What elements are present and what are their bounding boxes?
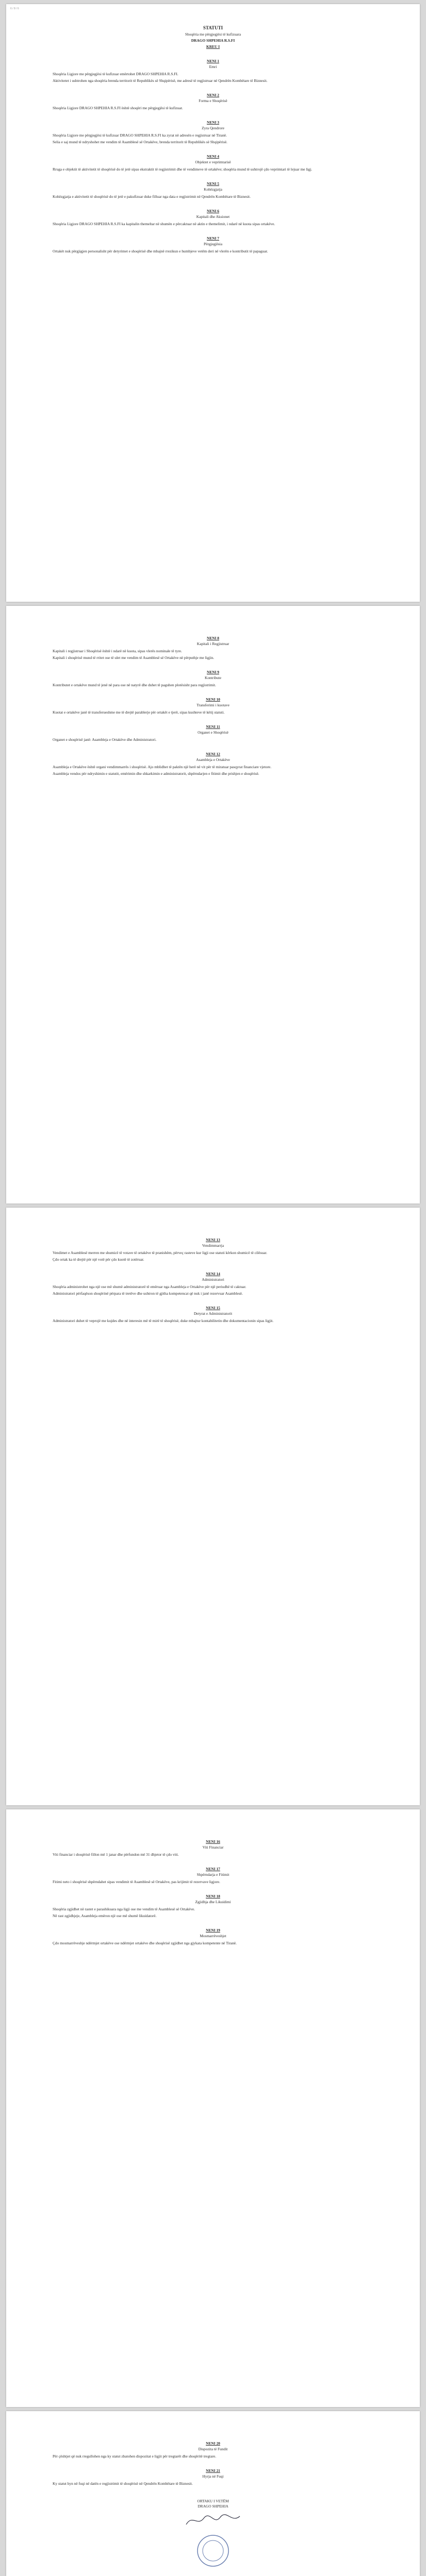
article-paragraph: Viti financiar i shoqërisë fillon më 1 janar dhe përfundon më 31 dhjetor të çdo viti.: [53, 1852, 179, 1857]
article-paragraph: Rruga e objektit të aktivitetit të shoqërisë do të jetë sipas ekstraktit të regjistrimit dhe të vendimeve të ortakëve; shoqëria mund të ushtrojë çdo veprimtari të lejuar me ligj.: [53, 166, 313, 172]
signature-name: DRAGO SHPEHIA: [198, 2503, 228, 2509]
article-block: [53, 1306, 373, 1324]
article-title: Detyrat e Administratorit: [193, 1311, 233, 1316]
article-title: Mosmarrëveshjet: [200, 1933, 226, 1938]
article-block: [53, 1928, 373, 1946]
article-paragraph: Vendimet e Asamblesë merren me shumicë të votave të ortakëve të pranishëm, përveç rasteve kur ligji ose statuti kërkon shumicë të cilësuar.: [53, 1250, 267, 1255]
article-paragraph: Aktivitetet i ushtrohen nga shoqëria brenda territorit të Republikës së Shqipërisë, me adresë të regjistruar në Qendrën Kombëtare të Biznesit.: [53, 78, 268, 83]
article-title: Hyrja në Fuqi: [202, 2473, 224, 2479]
article-paragraph: Shoqëria Ligjore me përgjegjësi të kufizuar emërtohet DRAGO SHPEHIA R.S.FI.: [53, 72, 178, 77]
article-title: Shpërndarja e Fitimit: [196, 1872, 230, 1877]
article-number: NENI 10: [206, 697, 220, 702]
document-page-5: [6, 2411, 420, 2576]
article-number: NENI 9: [206, 669, 220, 674]
article-paragraph: Shoqëria Ligjore me përgjegjësi të kufizuar DRAGO SHPEHIA R.S.FI ka zyrat në adresën e regjistruar në Tiranë.: [53, 132, 227, 138]
article-number: NENI 19: [206, 1927, 220, 1933]
chapter-heading: KREU I: [206, 44, 220, 49]
article-number: NENI 1: [206, 59, 220, 64]
article-paragraph: Kapitali i shoqërisë mund të rritet ose të ulet me vendim të Asamblesë së Ortakëve në përputhje me ligjin.: [53, 655, 214, 660]
article-title: Vendimmarrja: [202, 1243, 224, 1248]
article-number: NENI 20: [206, 2441, 220, 2446]
page-corner-mark: 6 / 8 / 6: [10, 7, 19, 10]
article-block: [53, 93, 373, 111]
article-block: [53, 236, 373, 254]
article-number: NENI 6: [206, 208, 220, 213]
article-number: NENI 11: [206, 724, 220, 729]
company-stamp: [195, 2533, 231, 2569]
article-title: Zgjidhja dhe Likuidimi: [195, 1899, 231, 1904]
article-block: [53, 1238, 373, 1262]
article-title: Asambleja e Ortakëve: [196, 757, 230, 762]
article-number: NENI 5: [206, 181, 220, 186]
article-title: Përgjegjësia: [204, 241, 222, 246]
article-number: NENI 2: [206, 93, 220, 98]
article-paragraph: Selia e saj mund të ndryshohet me vendim të Asamblesë së Ortakëve, brenda territorit të Republikës së Shqipërisë.: [53, 139, 227, 144]
article-title: Dispozita të Fundit: [198, 2446, 228, 2451]
article-block: [53, 209, 373, 227]
article-block: [53, 2468, 373, 2486]
signature-block: [53, 2499, 373, 2569]
document-page-2: [6, 606, 420, 1204]
article-number: NENI 7: [206, 235, 220, 241]
article-block: [53, 697, 373, 715]
article-number: NENI 13: [206, 1238, 220, 1242]
article-title: Kontribute: [204, 675, 222, 680]
article-block: [53, 752, 373, 776]
article-number: NENI 16: [206, 1839, 220, 1844]
article-block: [53, 1272, 373, 1296]
article-paragraph: Shoqëria zgjidhet në rastet e parashikuara nga ligji ose me vendim të Asamblesë së Ortakëve.: [53, 1906, 195, 1911]
article-title: Kapitali dhe Aksionet: [196, 214, 230, 219]
article-paragraph: Çdo ortak ka të drejtë për një votë për çdo kuotë të zotëruar.: [53, 1257, 144, 1262]
article-title: Forma e Shoqërisë: [199, 98, 227, 104]
article-title: Kapitali i Regjistruar: [196, 641, 230, 646]
article-title: Viti Financiar: [202, 1844, 224, 1850]
company-name: DRAGO SHPEHIA R.S.FI: [191, 38, 235, 43]
article-paragraph: Asambleja e Ortakëve është organi vendimmarrës i shoqërisë. Ajo mblidhet të paktën një herë në vit për të miratuar pasqyrat financiare vjetore.: [53, 764, 272, 769]
handwritten-signature: [182, 2511, 244, 2530]
article-number: NENI 12: [206, 751, 220, 756]
article-paragraph: Fitimi neto i shoqërisë shpërndahet sipas vendimit të Asamblesë së Ortakëve, pas krijimit të rezervave ligjore.: [53, 1879, 220, 1884]
article-block: [53, 2441, 373, 2459]
signature-label: ORTAKU I VETËM: [197, 2498, 229, 2503]
article-paragraph: Asambleja vendos për ndryshimin e statutit, emërimin dhe shkarkimin e administratorit, shpërndarjen e fitimit dhe prishjen e shoqërisë.: [53, 771, 259, 776]
article-block: [53, 670, 373, 688]
article-number: NENI 8: [206, 636, 220, 640]
article-title: Administratori: [202, 1277, 224, 1282]
article-block: [53, 1867, 373, 1885]
document-subtitle: Shoqëria me përgjegjësi të kufizuara: [185, 32, 241, 37]
article-paragraph: Organet e shoqërisë janë: Asambleja e Ortakëve dhe Administratori.: [53, 737, 157, 742]
article-paragraph: Kohëzgjatja e aktivitetit të shoqërisë do të jetë e pakufizuar duke filluar nga data e regjistrimit në Qendrën Kombëtare të Biznesit.: [53, 194, 251, 199]
document-title: STATUTI: [203, 25, 223, 30]
article-title: Objektet e veprimtarisë: [195, 159, 231, 164]
article-block: [53, 154, 373, 172]
article-paragraph: Administratori përfaqëson shoqërinë përpara të tretëve dhe ushtron të gjitha kompetencat që nuk i janë rezervuar Asamblesë.: [53, 1291, 243, 1296]
article-number: NENI 14: [206, 1271, 220, 1276]
article-block: [53, 59, 373, 83]
article-number: NENI 18: [206, 1893, 220, 1899]
article-title: Organet e Shoqërisë: [198, 730, 228, 735]
article-title: Zyra Qendrore: [202, 125, 224, 130]
article-block: [53, 636, 373, 660]
article-block: [53, 1894, 373, 1919]
article-block: [53, 724, 373, 742]
article-paragraph: Ky statut hyn në fuqi në datën e regjistrimit të shoqërisë në Qendrën Kombëtare të Biznesit.: [53, 2481, 193, 2486]
article-block: [53, 120, 373, 145]
article-paragraph: Kuotat e ortakëve janë të transferueshme me të drejtë parablerje për ortakët e tjerë, sipas kushteve të këtij statuti.: [53, 709, 225, 715]
article-title: Kohëzgjatja: [204, 187, 222, 192]
article-paragraph: Çdo mosmarrëveshje ndërmjet ortakëve ose ndërmjet ortakëve dhe shoqërisë zgjidhet nga gjykata kompetente në Tiranë.: [53, 1940, 237, 1945]
article-paragraph: Në rast zgjidhjeje, Asambleja emëron një ose më shumë likuidatorë.: [53, 1913, 157, 1918]
article-paragraph: Shoqëria administrohet nga një ose më shumë administratorë të emëruar nga Asambleja e Ortakëve për një periudhë të caktuar.: [53, 1284, 247, 1289]
article-number: NENI 21: [206, 2468, 220, 2473]
article-paragraph: Shoqëria Ligjore DRAGO SHPEHIA R.S.FI ka kapitalin themeltar në shumën e përcaktuar në aktin e themelimit, i ndarë në kuota sipas ortakëve.: [53, 221, 275, 226]
article-paragraph: Administratori duhet të veprojë me kujdes dhe në interesin më të mirë të shoqërisë, duke mbajtur kontabilitetin dhe dokumentacionin sipas ligjit.: [53, 1318, 274, 1323]
article-title: Transferimi i kuotave: [196, 702, 230, 707]
document-page-1: [6, 4, 420, 602]
article-number: NENI 3: [206, 120, 220, 125]
article-title: Emri: [209, 64, 217, 70]
article-paragraph: Për çështjet që nuk rregullohen nga ky statut zbatohen dispozitat e ligjit për tregtarët dhe shoqëritë tregtare.: [53, 2453, 217, 2459]
article-paragraph: Ortakët nuk përgjigjen personalisht për detyrimet e shoqërisë dhe mbajnë rrezikun e humbjeve vetëm deri në vlerën e kontributit të papaguar.: [53, 248, 268, 253]
article-block: [53, 1839, 373, 1857]
document-page-3: [6, 1208, 420, 1805]
article-block: [53, 181, 373, 199]
article-number: NENI 4: [206, 154, 220, 159]
article-paragraph: Kontributet e ortakëve mund të jenë në para ose në natyrë dhe duhet të paguhen plotësisht para regjistrimit.: [53, 682, 216, 687]
document-page-4: [6, 1809, 420, 2407]
article-number: NENI 17: [206, 1866, 220, 1871]
article-paragraph: Kapitali i regjistruar i Shoqërisë është i ndarë në kuota, sipas vlerës nominale të tyre.: [53, 648, 182, 653]
article-number: NENI 15: [206, 1305, 220, 1310]
article-paragraph: Shoqëria Ligjore DRAGO SHPEHIA R.S.FI është shoqëri me përgjegjësi të kufizuar.: [53, 106, 183, 110]
